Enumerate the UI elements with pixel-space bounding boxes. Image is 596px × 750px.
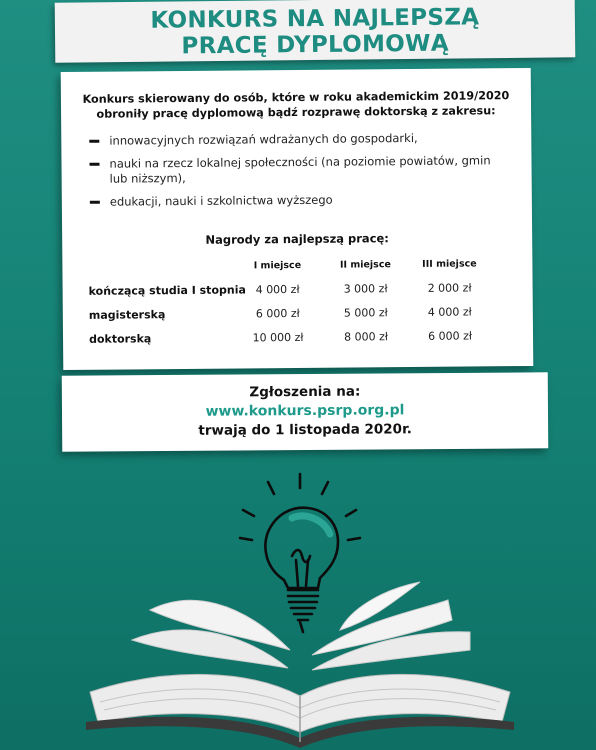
topic-text: innowacyjnych rozwiązań wdrażanych do gospodarki, bbox=[109, 130, 418, 148]
column-header-first: I miejsce bbox=[253, 259, 302, 272]
prize-cell: 6 000 zł bbox=[428, 329, 473, 343]
topic-text: nauki na rzecz lokalnej społeczności (na poziomie powiatów, gmin lub niższym), bbox=[109, 153, 491, 186]
topic-item bbox=[90, 191, 512, 210]
info-panel bbox=[61, 68, 534, 370]
dash-icon bbox=[89, 140, 99, 143]
entries-label: Zgłoszenia na: bbox=[249, 383, 361, 401]
column-header-second: II miejsce bbox=[339, 259, 391, 271]
topic-item bbox=[89, 130, 511, 149]
intro-text: Konkurs skierowany do osób, które w roku akademickim 2019/2020 obroniły pracę dyplomową bądź rozprawę doktorską z zakresu: bbox=[82, 89, 510, 121]
prize-cell: 8 000 zł bbox=[344, 330, 389, 344]
prize-cell: 2 000 zł bbox=[427, 281, 472, 295]
dash-icon bbox=[90, 163, 100, 166]
illustration bbox=[0, 460, 596, 750]
prize-cell: 6 000 zł bbox=[255, 306, 300, 321]
prizes-title: Nagrody za najlepszą pracę: bbox=[205, 231, 389, 247]
topic-text: edukacji, nauki i szkolnictwa wyższego bbox=[109, 192, 333, 209]
dash-icon bbox=[90, 201, 100, 204]
prize-cell: 10 000 zł bbox=[252, 330, 304, 345]
prize-cell: 4 000 zł bbox=[255, 282, 300, 297]
topics-list bbox=[89, 130, 512, 218]
column-header-third: III miejsce bbox=[422, 258, 477, 270]
contest-website-link[interactable]: www.konkurs.psrp.org.pl bbox=[205, 402, 405, 420]
entries-deadline: trwają do 1 listopada 2020r. bbox=[198, 421, 412, 439]
light-bulb-icon bbox=[240, 474, 360, 632]
row-label-doctoral: doktorską bbox=[88, 332, 152, 346]
entries-panel bbox=[62, 372, 549, 451]
row-label-master: magisterską bbox=[88, 308, 166, 322]
prize-cell: 3 000 zł bbox=[343, 282, 388, 296]
prize-cell: 5 000 zł bbox=[343, 306, 388, 320]
title-line-2: PRACĘ DYPLOMOWĄ bbox=[181, 30, 449, 60]
prize-cell: 4 000 zł bbox=[427, 305, 472, 319]
title-banner bbox=[55, 0, 576, 63]
topic-item bbox=[89, 153, 511, 187]
row-label-bachelor: kończącą studia I stopnia bbox=[88, 283, 246, 298]
title-line-1: KONKURS NA NAJLEPSZĄ bbox=[150, 4, 480, 34]
